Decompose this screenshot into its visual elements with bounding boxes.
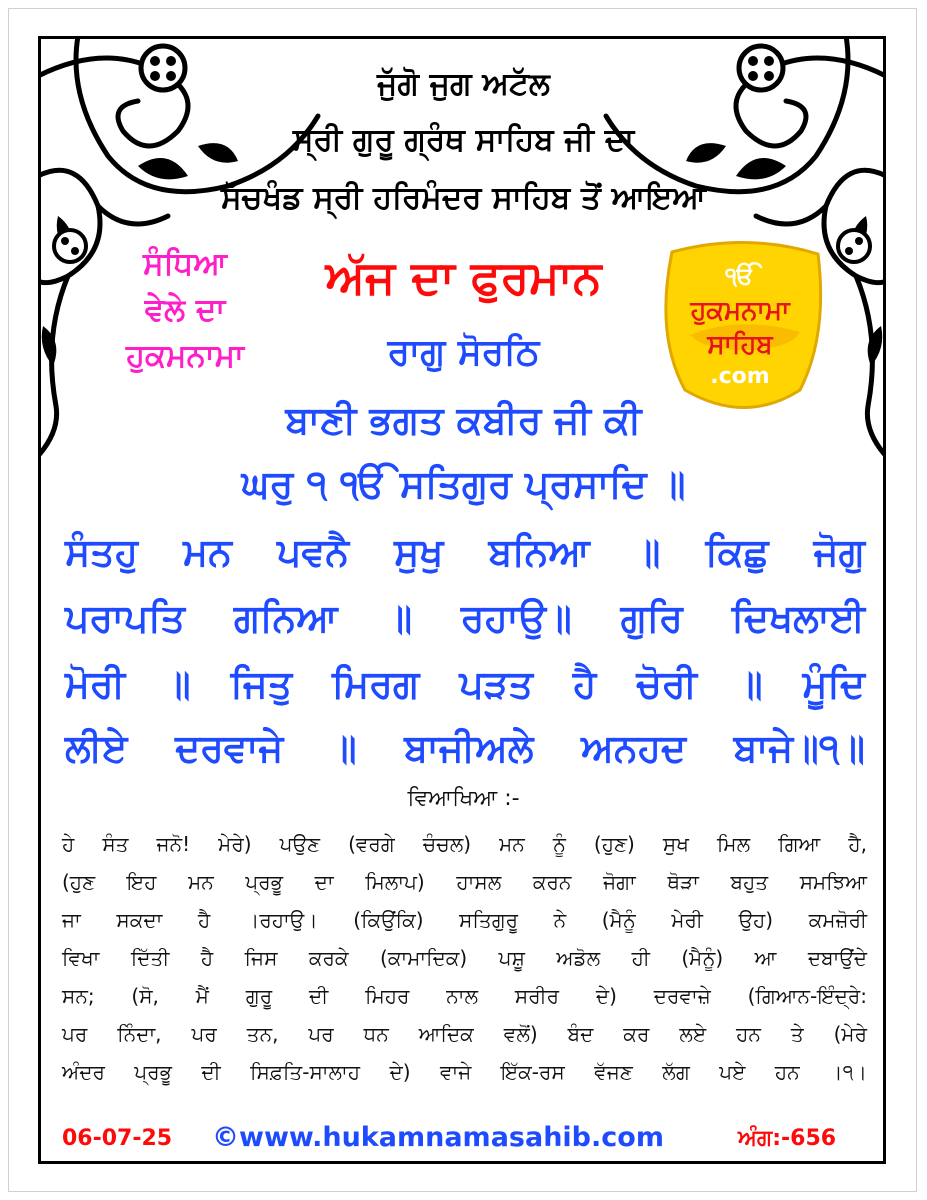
shabad-line-2: ਪਰਾਪਤਿ ਗਨਿਆ ॥ ਰਹਾਉ॥ ਗੁਰਿ ਦਿਖਲਾਈ xyxy=(65,596,865,640)
header-line-3: ਸੱਚਖੰਡ ਸ੍ਰੀ ਹਰਿਮੰਦਰ ਸਾਹਿਬ ਤੋਂ ਆਇਆ xyxy=(221,180,706,216)
raag-heading: ਰਾਗੁ ਸੋਰਠਿ xyxy=(387,332,540,373)
page-title: ਅੱਜ ਦਾ ਫੁਰਮਾਨ xyxy=(325,250,602,304)
ghar-heading: ਘਰੁ ੧ ੴ ਸਤਿਗੁਰ ਪ੍ਰਸਾਦਿ ॥ xyxy=(241,462,686,506)
footer-website-link[interactable]: ©www.hukamnamasahib.com xyxy=(212,1122,664,1153)
side-label-line-3: ਹੁਕਮਨਾਮਾ xyxy=(125,338,245,374)
explanation-line-1: ਹੇ ਸੰਤ ਜਨੋ! ਮੇਰੇ) ਪਉਣ (ਵਰਗੇ ਚੰਚਲ) ਮਨ ਨੂੰ (ਹੁਣ) ਸੁਖ ਮਿਲ ਗਿਆ ਹੈ, xyxy=(62,832,867,856)
logo-ek-onkar: ੴ xyxy=(725,262,755,290)
side-label-line-1: ਸੰਧਿਆ xyxy=(143,246,227,282)
header-line-2: ਸ੍ਰੀ ਗੁਰੂ ਗ੍ਰੰਥ ਸਾਹਿਬ ਜੀ ਦਾ xyxy=(292,122,635,158)
shabad-line-3: ਮੋਰੀ ॥ ਜਿਤੁ ਮਿਰਗ ਪੜਤ ਹੈ ਚੋਰੀ ॥ ਮੂੰਦਿ xyxy=(65,662,865,706)
explanation-line-3: ਜਾ ਸਕਦਾ ਹੈ ।ਰਹਾਉ। (ਕਿਉਂਕਿ) ਸਤਿਗੁਰੂ ਨੇ (ਮੈਨੂੰ ਮੇਰੀ ਉਹ) ਕਮਜ਼ੋਰੀ xyxy=(62,908,867,932)
header-line-1: ਜੁੱਗੋ ਜੁਗ ਅਟੱਲ xyxy=(377,66,550,102)
footer-date: 06-07-25 xyxy=(62,1126,173,1151)
logo-text-line-2: ਸਾਹਿਬ xyxy=(707,330,773,360)
logo-text-line-1: ਹੁਕਮਨਾਮਾ xyxy=(690,296,790,326)
footer-ang: ਅੰਗ:-656 xyxy=(738,1126,837,1151)
shabad-line-4: ਲੀਏ ਦਰਵਾਜੇ ॥ ਬਾਜੀਅਲੇ ਅਨਹਦ ਬਾਜੇ॥੧॥ xyxy=(65,726,865,770)
explanation-line-2: (ਹੁਣ ਇਹ ਮਨ ਪ੍ਰਭੂ ਦਾ ਮਿਲਾਪ) ਹਾਸਲ ਕਰਨ ਜੋਗਾ ਥੋੜਾ ਬਹੁਤ ਸਮਝਿਆ xyxy=(62,870,867,894)
side-label-line-2: ਵੇਲੇ ਦਾ xyxy=(144,292,226,328)
explanation-line-6: ਪਰ ਨਿੰਦਾ, ਪਰ ਤਨ, ਪਰ ਧਨ ਆਦਿਕ ਵਲੋਂ) ਬੰਦ ਕਰ ਲਏ ਹਨ ਤੇ (ਮੇਰੇ xyxy=(62,1022,867,1046)
shabad-line-1: ਸੰਤਹੁ ਮਨ ਪਵਨੈ ਸੁਖੁ ਬਨਿਆ ॥ ਕਿਛੁ ਜੋਗੁ xyxy=(65,530,865,574)
explanation-line-4: ਵਿਖਾ ਦਿੱਤੀ ਹੈ ਜਿਸ ਕਰਕੇ (ਕਾਮਾਦਿਕ) ਪਸ਼ੂ ਅਡੋਲ ਹੀ (ਮੈਨੂੰ) ਆ ਦਬਾਉਂਦੇ xyxy=(62,946,867,970)
explanation-line-5: ਸਨ; (ਸੋ, ਮੈਂ ਗੁਰੂ ਦੀ ਮਿਹਰ ਨਾਲ ਸਰੀਰ ਦੇ) ਦਰਵਾਜ਼ੇ (ਗਿਆਨ-ਇੰਦ੍ਰੇ: xyxy=(62,984,867,1008)
explanation-line-7: ਅੰਦਰ ਪ੍ਰਭੂ ਦੀ ਸਿਫ਼ਤਿ-ਸਾਲਾਹ ਦੇ) ਵਾਜੇ ਇੱਕ-ਰਸ ਵੱਜਣ ਲੱਗ ਪਏ ਹਨ ।੧। xyxy=(62,1060,867,1084)
logo-text-line-3: .com xyxy=(710,364,770,389)
explanation-heading: ਵਿਆਖਿਆ :- xyxy=(407,786,520,811)
bani-heading: ਬਾਣੀ ਭਗਤ ਕਬੀਰ ਜੀ ਕੀ xyxy=(285,398,642,442)
